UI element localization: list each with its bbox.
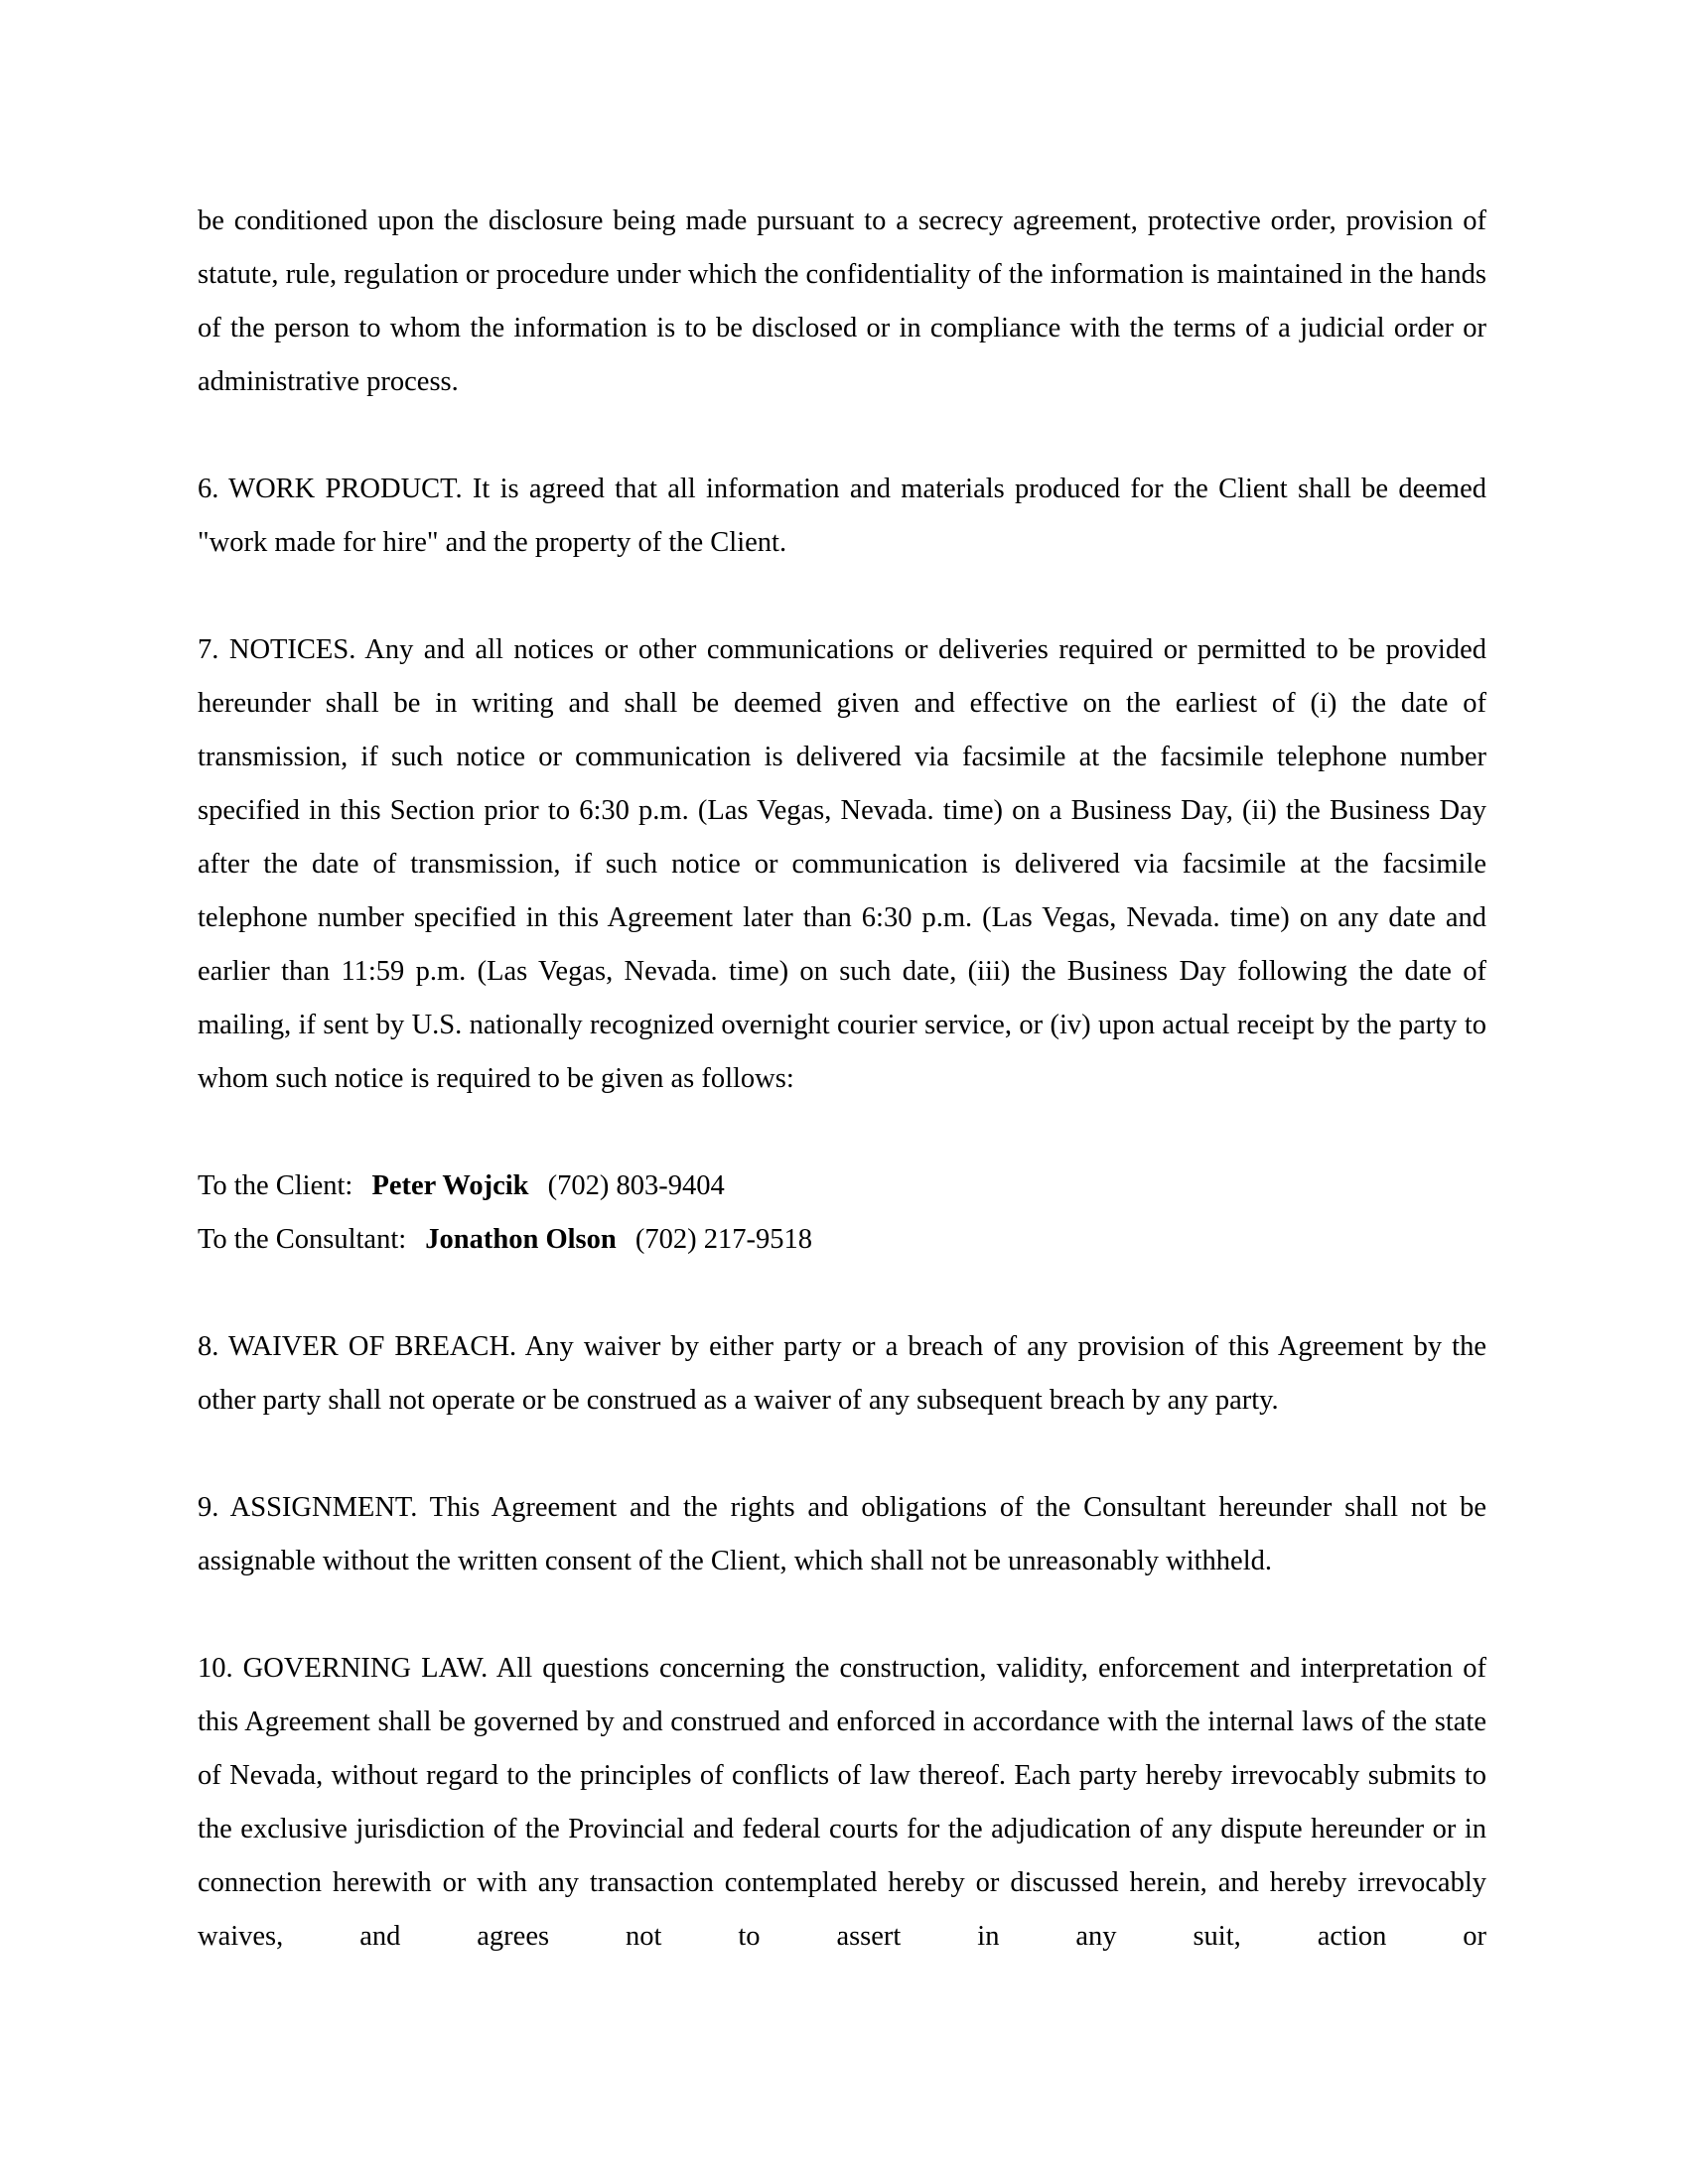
notice-client-phone: (702) 803-9404 — [547, 1170, 725, 1201]
paragraph-6-work-product: 6. WORK PRODUCT. It is agreed that all information and materials produced for the Client shall be deemed "work made for hire" and the property of the Client. — [198, 474, 1486, 558]
notice-consultant-name: Jonathon Olson — [425, 1224, 617, 1255]
notice-client-label: To the Client: — [198, 1170, 353, 1201]
paragraph-9-assignment: 9. ASSIGNMENT. This Agreement and the rights and obligations of the Consultant hereunder shall not be assignable without the written consent of the Client, which shall not be unreasonably withheld. — [198, 1492, 1486, 1576]
document-body — [198, 195, 1486, 2017]
notice-client-name: Peter Wojcik — [371, 1170, 529, 1201]
notice-client-line — [198, 1160, 1486, 1213]
notice-consultant-label: To the Consultant: — [198, 1224, 407, 1255]
paragraph-8-waiver-of-breach: 8. WAIVER OF BREACH. Any waiver by either party or a breach of any provision of this Agreement by the other party shall not operate or be construed as a waiver of any subsequent breach by any party. — [198, 1331, 1486, 1416]
paragraph-5-continuation: be conditioned upon the disclosure being made pursuant to a secrecy agreement, protective order, provision of statute, rule, regulation or procedure under which the confidentiality of the information is maintained in the hands of the person to whom the information is to be disclosed or in compliance with the terms of a judicial order or administrative process. — [198, 205, 1486, 397]
notice-contacts — [198, 1160, 1486, 1267]
notice-consultant-phone: (702) 217-9518 — [634, 1224, 812, 1255]
paragraph-7-notices: 7. NOTICES. Any and all notices or other communications or deliveries required or permitted to be provided hereunder shall be in writing and shall be deemed given and effective on the earliest of (i) the date of transmission, if such notice or communication is delivered via facsimile at the facsimile telephone number specified in this Section prior to 6:30 p.m. (Las Vegas, Nevada. time) on a Business Day, (ii) the Business Day after the date of transmission, if such notice or communication is delivered via facsimile at the facsimile telephone number specified in this Agreement later than 6:30 p.m. (Las Vegas, Nevada. time) on any date and earlier than 11:59 p.m. (Las Vegas, Nevada. time) on such date, (iii) the Business Day following the date of mailing, if sent by U.S. nationally recognized overnight courier service, or (iv) upon actual receipt by the party to whom such notice is required to be given as follows: — [198, 634, 1486, 1094]
notice-consultant-line — [198, 1213, 1486, 1267]
paragraph-10-governing-law: 10. GOVERNING LAW. All questions concerning the construction, validity, enforcement and interpretation of this Agreement shall be governed by and construed and enforced in accordance with the internal laws of the state of Nevada, without regard to the principles of conflicts of law thereof. Each party hereby irrevocably submits to the exclusive jurisdiction of the Provincial and federal courts for the adjudication of any dispute hereunder or in connection herewith or with any transaction contemplated hereby or discussed herein, and hereby irrevocably waives, and agrees not to assert in any suit, action or — [198, 1653, 1486, 1952]
